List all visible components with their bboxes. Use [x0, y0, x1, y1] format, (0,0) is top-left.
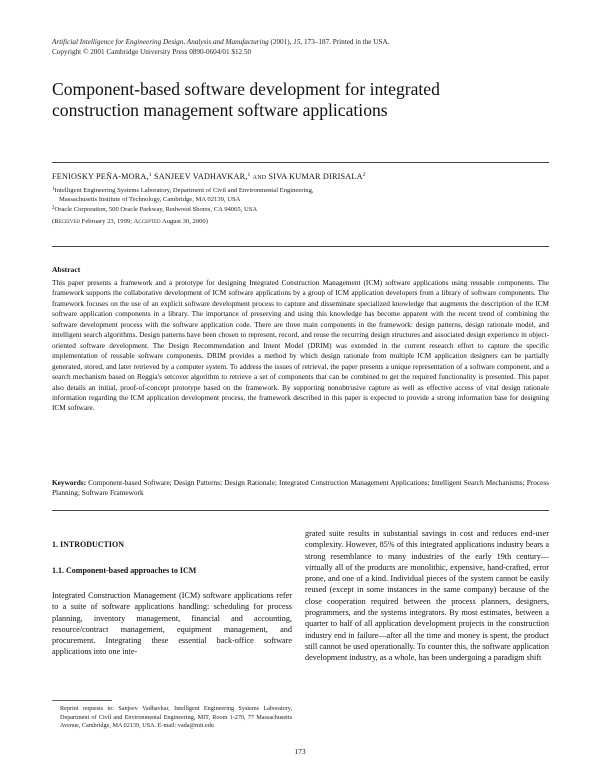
paper-title	[52, 79, 552, 121]
left-column-text: Integrated Construction Management (ICM) software applications refer to a suite of software applications handling: scheduling for process planning, inventory management, financial and accounting, resource/contract management, equipment management, and procurement. Integrating these essential back-office software applications into one inte-	[52, 591, 292, 657]
author-3-sup: 2	[362, 172, 366, 178]
received-label: Received	[54, 218, 80, 225]
footnote-rule	[52, 700, 112, 701]
received-dates: (Received February 23, 1999; Accepted August 30, 2000)	[52, 218, 208, 225]
received-date: February 23, 1999;	[80, 218, 134, 225]
keywords	[52, 478, 549, 499]
abstract-heading: Abstract	[52, 265, 81, 274]
journal-header	[52, 38, 552, 57]
author-1: FENIOSKY PEÑA-MORA,	[52, 172, 149, 181]
abstract-body: This paper presents a framework and a prototype for designing Integrated Construction Management (ICM) software applications using reusable components. The framework supports the collaborative development of ICM software applications by a group of ICM application developers from a library of software components. The framework focuses on the use of an explicit software development process to capture and disseminate specialized knowledge that augments the description of the ICM software application components in a library. The importance of preserving and using this knowledge has become apparent with the recent trend of combining the software development process with the software application code. There are three main components in the framework: design patterns, design rationale model, and intelligent search algorithms. Design patterns have been chosen to represent, record, and reuse the recurring design structures and associated design experience in object-oriented software development. The Design Recommendation and Intent Model (DRIM) was extended in the current research effort to capture the specific implementation of reusable software components. DRIM provides a method by which design rationale from multiple ICM application designers can be partially generated, stored, and later retrieved by a computer system. To address the issues of retrieval, the paper presents a unique representation of a software component, and a search mechanism based on Reggia's setcover algorithm to retrieve a set of components that can be combined to get the required functionality is presented. This paper also details an initial, proof-of-concept prototype based on the framework. By supporting nonobtrusive capture as well as effective access of vital design rationale information regarding the ICM application development process, the framework described in this paper is expected to provide a strong information base for designing ICM software.	[52, 278, 549, 413]
title-rule	[52, 162, 549, 163]
title-line-1: Component-based software development for integrated	[52, 79, 440, 99]
journal-year: (2001),	[268, 38, 294, 46]
author-list	[52, 172, 552, 181]
right-column-text: grated suite results in substantial savings in cost and reduces end-user complexity. However, 85% of this integrated applications industry bears a strong resemblance to many industries of the early 19th century—virtually all of the products are monolithic, expensive, hand-crafted, error prone, and one of a kind. Individual pieces of the system cannot be easily reused (except in some instances in the same company) because of the close cooperation required between the process planners, designers, programmers, and the systems integrators. By most estimates, between a quarter to half of all application development projects in the construction industry end in failure—after all the time and money is spent, the product still cannot be used operationally. To counter this, the software application development industry, as a whole, has been undergoing a paradigm shift	[305, 529, 549, 663]
section-heading: 1. INTRODUCTION	[52, 540, 125, 549]
affil-2-sup: 2	[52, 205, 55, 211]
footnote-text: Reprint requests to: Sanjeev Vadhavkar, Intelligent Engineering Systems Laboratory, Department of Civil and Environmental Engineering, MIT, Room 1-270, 77 Massachusetts Avenue, Cambridge, MA 02139, USA. E-mail: vada@mit.edu	[60, 705, 292, 729]
affil-1-sup: 1	[52, 187, 55, 192]
journal-name: Artificial Intelligence for Engineering Design, Analysis and Manufacturing	[52, 38, 269, 46]
subsection-heading: 1.1. Component-based approaches to ICM	[52, 566, 197, 575]
author-3: SIVA KUMAR DIRISALA	[268, 172, 363, 181]
page-number: 173	[294, 747, 306, 756]
journal-volume: 15	[293, 38, 301, 46]
affil-1-line-2: Massachusetts Institute of Technology, Cambridge, MA 02139, USA	[59, 195, 241, 203]
title-line-2: construction management software applications	[52, 100, 388, 120]
abstract-rule	[52, 246, 549, 247]
author-2: SANJEEV VADHAVKAR,	[151, 172, 248, 181]
keywords-text: Component-based Software; Design Patterns; Design Rationale; Integrated Construction Management Applications; Intelligent Search Mechanisms; Process Planning; Software Framework	[52, 478, 549, 498]
affil-1-line-1: Intelligent Engineering Systems Laboratory, Department of Civil and Environmental Engineering,	[54, 187, 314, 194]
affil-2: Oracle Corporation, 500 Oracle Parkway, Redwood Shores, CA 94065, USA	[54, 205, 258, 213]
footnote	[52, 705, 292, 731]
accepted-date: August 30, 2000	[160, 218, 206, 225]
author-2-sup: 1	[247, 172, 251, 178]
accepted-label: Accepted	[133, 218, 161, 225]
author-1-sup: 1	[148, 172, 152, 178]
journal-pages: , 173–187. Printed in the USA.	[300, 38, 390, 46]
author-and: and	[250, 172, 269, 181]
copyright-line: Copyright © 2001 Cambridge University Press 0890-0604/01 $12.50	[52, 47, 252, 56]
keywords-label: Keywords:	[52, 478, 87, 487]
keywords-rule	[52, 510, 549, 511]
affiliations	[52, 186, 552, 214]
